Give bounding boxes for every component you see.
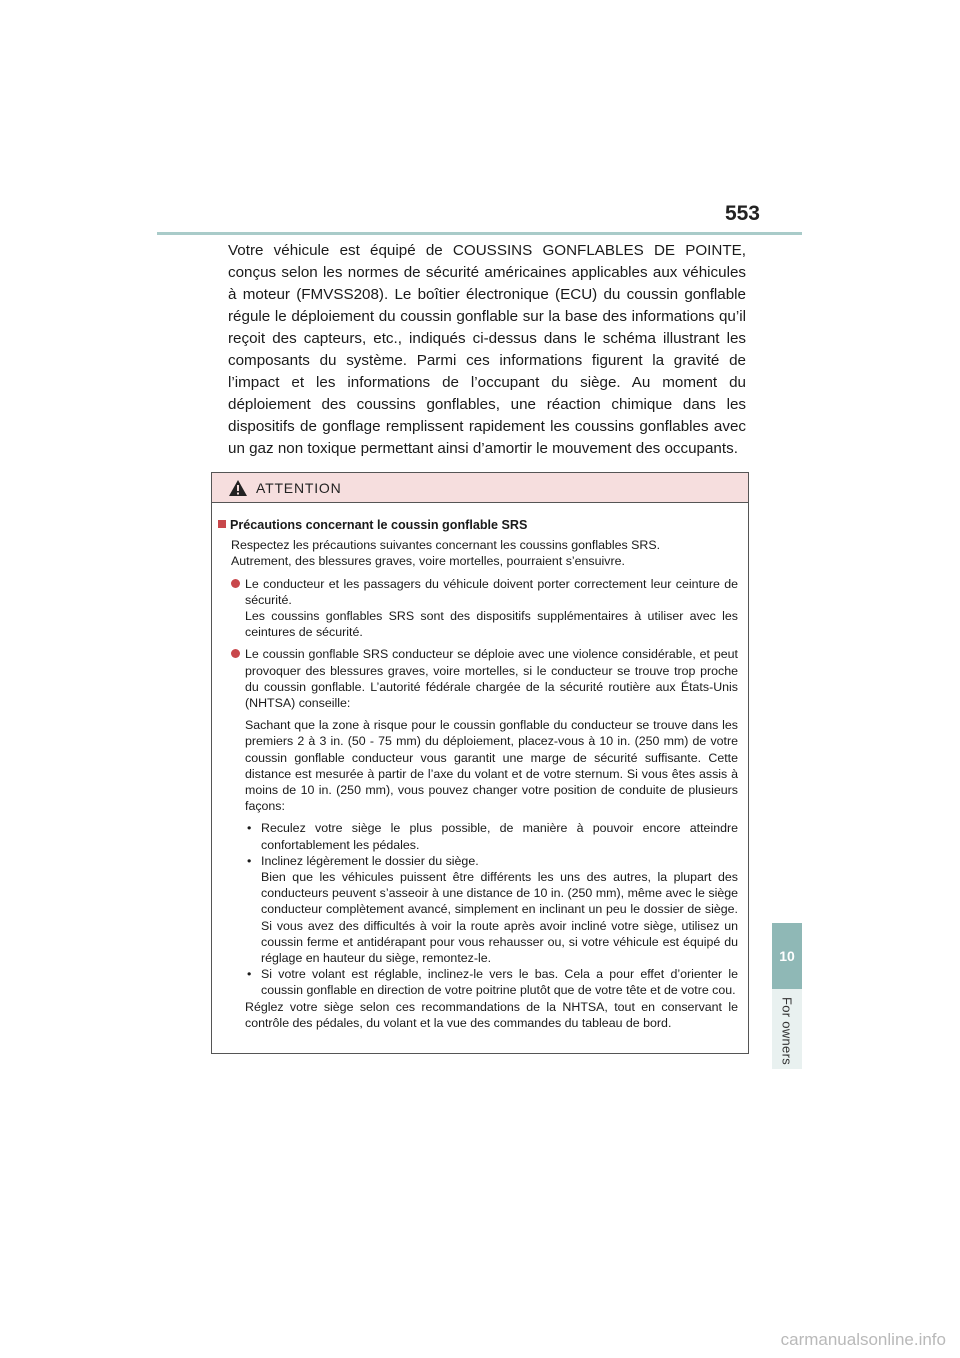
list-item xyxy=(245,853,738,966)
section-tab[interactable]: 10 xyxy=(772,923,802,989)
seating-tips-list xyxy=(245,820,738,998)
warning-box xyxy=(211,472,749,1054)
list-marker: • xyxy=(247,967,252,982)
closing-paragraph: Réglez votre siège selon ces recommandations de la NHTSA, tout en conservant le contrôle des pédales, du volant et la vue des commandes du tableau de bord. xyxy=(245,999,738,1030)
round-bullet-icon xyxy=(231,579,240,588)
intro-paragraph: Votre véhicule est équipé de COUSSINS GONFLABLES DE POINTE, conçus selon les normes de sécurité américaines applicables aux véhicules à moteur (FMVSS208). Le boîtier électronique (ECU) du coussin gonflable régule le déploiement du coussin gonflable sur la base des informations qu’il reçoit des capteurs, etc., indiqués ci-dessus dans le schéma illustrant les composants du système. Parmi ces informations figurent la gravité de l’impact et les informations de l’occupant du siège. Au moment du déploiement des coussins gonflables, une réaction chimique dans les dispositifs de gonflage remplissent rapidement les coussins gonflables avec un gaz non toxique permettant ainsi d’amortir le mouvement des occupants. xyxy=(228,242,746,457)
bullet-seatbelt-content xyxy=(245,576,738,641)
bullet-seatbelt-text-2: Les coussins gonflables SRS sont des dispositifs supplémentaires à utiliser avec les ceintures de sécurité. xyxy=(245,609,738,640)
warning-triangle-icon xyxy=(228,479,248,497)
watermark: carmanualsonline.info xyxy=(780,1330,946,1349)
square-bullet-icon xyxy=(218,520,226,528)
list-item-text-2: Bien que les véhicules puissent être différents les uns des autres, la plupart des conducteurs peuvent s’asseoir à une distance de 10 in. (250 mm), même avec le siège conducteur complètement avancé, simplement en inclinant un peu le dossier de siège. Si vous avez des difficultés à voir la route après avoir incliné votre siège, utilisez un coussin ferme et antidérapant pour vous rehausser ou, si votre véhicule est équipé du réglage en hauteur du siège, remontez-le. xyxy=(261,870,738,966)
bullet-seatbelt-text-1: Le conducteur et les passagers du véhicule doivent porter correctement leur ceinture de sécurité. xyxy=(245,576,738,607)
list-item-text: Si votre volant est réglable, inclinez-le vers le bas. Cela a pour effet d’orienter le coussin gonflable en direction de votre poitrine plutôt que de votre tête et de votre cou. xyxy=(261,967,738,998)
warning-intro-line-1: Respectez les précautions suivantes concernant les coussins gonflables SRS. xyxy=(231,538,661,553)
round-bullet-icon xyxy=(231,649,240,658)
bullet-seatbelt xyxy=(231,576,738,641)
section-heading xyxy=(218,517,738,533)
list-item-text-1: Inclinez légèrement le dossier du siège. xyxy=(261,853,479,868)
section-label: For owners xyxy=(779,996,795,1066)
header-rule xyxy=(157,232,802,235)
bullet-driver-airbag xyxy=(231,646,738,1031)
bullet-driver-airbag-text-1: Le coussin gonflable SRS conducteur se déploie avec une violence considérable, et peut provoquer des blessures graves, voire mortelles, si le conducteur se trouve trop proche du coussin gonflable. L’autorité fédérale chargée de la sécurité routière aux États-Unis (NHTSA) conseille: xyxy=(245,647,738,711)
warning-title: ATTENTION xyxy=(256,479,342,496)
bullet-driver-airbag-content xyxy=(245,646,738,1031)
list-item-text: Reculez votre siège le plus possible, de manière à pouvoir encore atteindre confortablement les pédales. xyxy=(261,821,738,852)
warning-header xyxy=(212,473,748,503)
list-item-text xyxy=(261,853,738,966)
list-item xyxy=(245,966,738,998)
list-marker: • xyxy=(247,821,252,836)
list-marker: • xyxy=(247,853,252,868)
warning-intro-line-2: Autrement, des blessures graves, voire mortelles, pourraient s’ensuivre. xyxy=(231,554,625,569)
bullet-driver-airbag-text-2: Sachant que la zone à risque pour le coussin gonflable du conducteur se trouve dans les premiers 2 à 3 in. (50 - 75 mm) du déploiement, placez-vous à 10 in. (250 mm) de votre coussin gonflable conducteur vous garantit une marge de sécurité suffisante. Cette distance est mesurée à partir de l’axe du volant et de votre sternum. Si vous êtes assis à moins de 10 in. (250 mm), vous pouvez changer votre position de conduite de plusieurs façons: xyxy=(245,718,738,814)
page-number: 553 xyxy=(724,202,760,225)
warning-intro xyxy=(231,537,738,569)
section-heading-text: Précautions concernant le coussin gonflable SRS xyxy=(230,518,528,532)
warning-body xyxy=(212,503,748,1031)
list-item xyxy=(245,820,738,852)
